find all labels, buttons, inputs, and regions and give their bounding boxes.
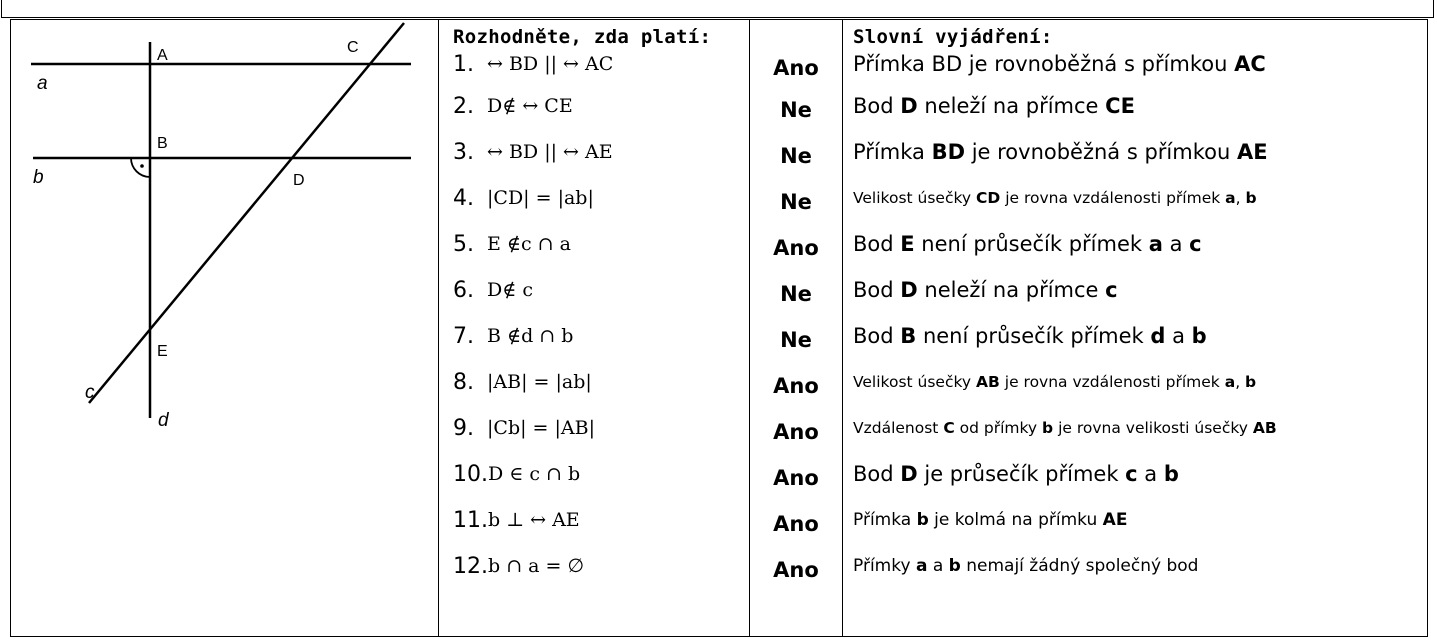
verbal-text: a — [1162, 232, 1190, 256]
verbal-text: Přímka BD je rovnoběžná s přímkou — [853, 52, 1235, 76]
verbal-text: není průsečík přímek — [916, 324, 1151, 348]
label-line-c: c — [85, 382, 95, 403]
verbal-emphasis: BD — [931, 140, 966, 164]
statement-expression: b ⊥ ↔ AE — [488, 509, 580, 531]
label-line-a: a — [37, 73, 48, 94]
verbal-row — [853, 132, 1268, 172]
verbal-row — [853, 454, 1179, 494]
statement-number: 3. — [453, 139, 474, 165]
statement-expression: b ∩ a = ∅ — [488, 555, 585, 577]
statement-expression: ↔ BD || ↔ AE — [487, 141, 613, 163]
verbal-text: Velikost úsečky — [853, 189, 977, 207]
verbal-emphasis: c — [1125, 462, 1138, 486]
verbal-text: Přímky — [853, 556, 916, 576]
answer-cell: Ano — [773, 466, 819, 490]
verbal-row — [853, 44, 1266, 84]
answer-cell: Ano — [773, 236, 819, 260]
verbal-text: není průsečík přímek — [914, 232, 1149, 256]
verbal-text: neleží na přímce — [917, 94, 1106, 118]
column-divider — [438, 20, 439, 636]
verbal-text: Velikost úsečky — [853, 373, 977, 391]
statement-expression: D ∈ c ∩ b — [488, 463, 581, 485]
statement-expression: |AB| = |ab| — [487, 371, 592, 393]
statement-number: 10. — [453, 461, 488, 487]
answer-cell: Ne — [780, 144, 812, 168]
verbal-text: neleží na přímce — [917, 278, 1106, 302]
column-divider — [842, 20, 843, 636]
verbal-emphasis: D — [900, 94, 918, 118]
verbal-emphasis: b — [1245, 373, 1257, 391]
right-angle-mark — [131, 158, 150, 177]
verbal-emphasis: B — [900, 324, 917, 348]
verbal-text: , — [1235, 373, 1246, 391]
statement-row — [453, 362, 592, 402]
verbal-emphasis: b — [1245, 189, 1257, 207]
verbal-row — [853, 362, 1256, 402]
statement-number: 1. — [453, 51, 474, 77]
statement-row — [453, 86, 573, 126]
verbal-text: je kolmá na přímku — [928, 510, 1103, 530]
verbal-row — [853, 500, 1127, 540]
verbal-emphasis: b — [1163, 462, 1179, 486]
top-frame — [1, 0, 1434, 18]
verbal-text: od přímky — [954, 419, 1043, 437]
verbal-emphasis: AC — [1234, 52, 1266, 76]
statement-expression: B ∉d ∩ b — [487, 325, 574, 347]
verbal-text: Vzdálenost — [853, 419, 944, 437]
statement-expression: D∉ ↔ CE — [487, 95, 573, 117]
verbal-text: Přímka — [853, 140, 932, 164]
verbal-emphasis: AB — [1252, 419, 1277, 437]
verbal-text: je rovna velikosti úsečky — [1053, 419, 1253, 437]
statement-row — [453, 270, 533, 310]
statement-number: 9. — [453, 415, 474, 441]
statement-number: 7. — [453, 323, 474, 349]
label-line-b: b — [33, 167, 44, 188]
answer-cell: Ne — [780, 98, 812, 122]
verbal-emphasis: AE — [1236, 140, 1268, 164]
verbal-emphasis: E — [900, 232, 915, 256]
statement-number: 5. — [453, 231, 474, 257]
verbal-text: Přímka — [853, 510, 917, 530]
label-line-d: d — [158, 410, 169, 431]
statement-number: 11. — [453, 507, 488, 533]
verbal-emphasis: b — [948, 556, 961, 576]
verbal-text: je rovna vzdálenosti přímek — [999, 373, 1225, 391]
line-c — [89, 23, 404, 403]
verbal-emphasis: CD — [976, 189, 1001, 207]
verbal-text: a — [1137, 462, 1164, 486]
verbal-text: , — [1235, 189, 1246, 207]
verbal-row — [853, 546, 1198, 586]
answer-cell: Ano — [773, 420, 819, 444]
exercise-table — [10, 19, 1428, 637]
label-point-b: B — [157, 135, 168, 152]
verbal-row — [853, 408, 1277, 448]
statement-row — [453, 44, 613, 84]
verbal-emphasis: a — [1224, 373, 1236, 391]
verbal-text: a — [927, 556, 949, 576]
statement-row — [453, 178, 594, 218]
statement-number: 4. — [453, 185, 474, 211]
verbal-row — [853, 224, 1202, 264]
verbal-emphasis: a — [915, 556, 928, 576]
statement-expression: D∉ c — [487, 279, 533, 301]
statement-number: 12. — [453, 553, 488, 579]
verbal-text: je rovnoběžná s přímkou — [965, 140, 1237, 164]
verbal-emphasis: D — [900, 462, 918, 486]
verbal-text: Bod — [853, 232, 901, 256]
statement-row — [453, 500, 580, 540]
statement-row — [453, 408, 595, 448]
verbal-emphasis: a — [1225, 189, 1236, 207]
verbal-emphasis: b — [1042, 419, 1054, 437]
verbal-text: Bod — [853, 462, 901, 486]
label-point-e: E — [157, 343, 168, 360]
verbal-emphasis: c — [1105, 278, 1118, 302]
statement-row — [453, 132, 613, 172]
geometry-figure — [11, 20, 437, 636]
statements-header: Rozhodněte, zda platí: — [453, 26, 712, 48]
verbal-emphasis: AE — [1102, 510, 1128, 530]
answer-cell: Ano — [773, 374, 819, 398]
answer-cell: Ne — [780, 282, 812, 306]
statement-expression: E ∉c ∩ a — [487, 233, 571, 255]
answer-cell: Ano — [773, 558, 819, 582]
verbal-emphasis: CE — [1105, 94, 1135, 118]
verbal-text: nemají žádný společný bod — [960, 556, 1199, 576]
verbal-emphasis: d — [1150, 324, 1166, 348]
statement-number: 8. — [453, 369, 474, 395]
statement-row — [453, 224, 571, 264]
verbal-text: Bod — [853, 278, 901, 302]
statement-expression: |Cb| = |AB| — [487, 417, 595, 439]
statement-number: 6. — [453, 277, 474, 303]
answer-cell: Ne — [780, 328, 812, 352]
statement-row — [453, 316, 573, 356]
answer-cell: Ano — [773, 56, 819, 80]
answer-cell: Ne — [780, 190, 812, 214]
answer-cell: Ano — [773, 512, 819, 536]
verbal-emphasis: b — [1191, 324, 1207, 348]
statement-expression: |CD| = |ab| — [487, 187, 594, 209]
figure-svg — [11, 20, 437, 636]
verbal-row — [853, 270, 1118, 310]
label-point-d: D — [293, 172, 305, 189]
statement-number: 2. — [453, 93, 474, 119]
verbal-text: je rovna vzdálenosti přímek — [1000, 189, 1226, 207]
right-angle-dot — [140, 164, 144, 168]
verbal-emphasis: b — [916, 510, 929, 530]
statement-expression: ↔ BD || ↔ AC — [487, 53, 614, 75]
verbal-emphasis: c — [1189, 232, 1202, 256]
verbal-text: Bod — [853, 324, 901, 348]
label-point-a: A — [157, 47, 168, 64]
statement-row — [453, 546, 584, 586]
verbal-text: je průsečík přímek — [917, 462, 1126, 486]
verbal-emphasis: a — [1148, 232, 1163, 256]
verbal-row — [853, 178, 1257, 218]
verbal-text: Bod — [853, 94, 901, 118]
statement-row — [453, 454, 580, 494]
verbal-emphasis: C — [943, 419, 955, 437]
verbal-emphasis: AB — [976, 373, 1000, 391]
verbal-text: a — [1165, 324, 1192, 348]
label-point-c: C — [347, 39, 359, 56]
verbal-header: Slovní vyjádření: — [853, 26, 1053, 48]
verbal-emphasis: D — [900, 278, 918, 302]
verbal-row — [853, 86, 1135, 126]
verbal-row — [853, 316, 1207, 356]
